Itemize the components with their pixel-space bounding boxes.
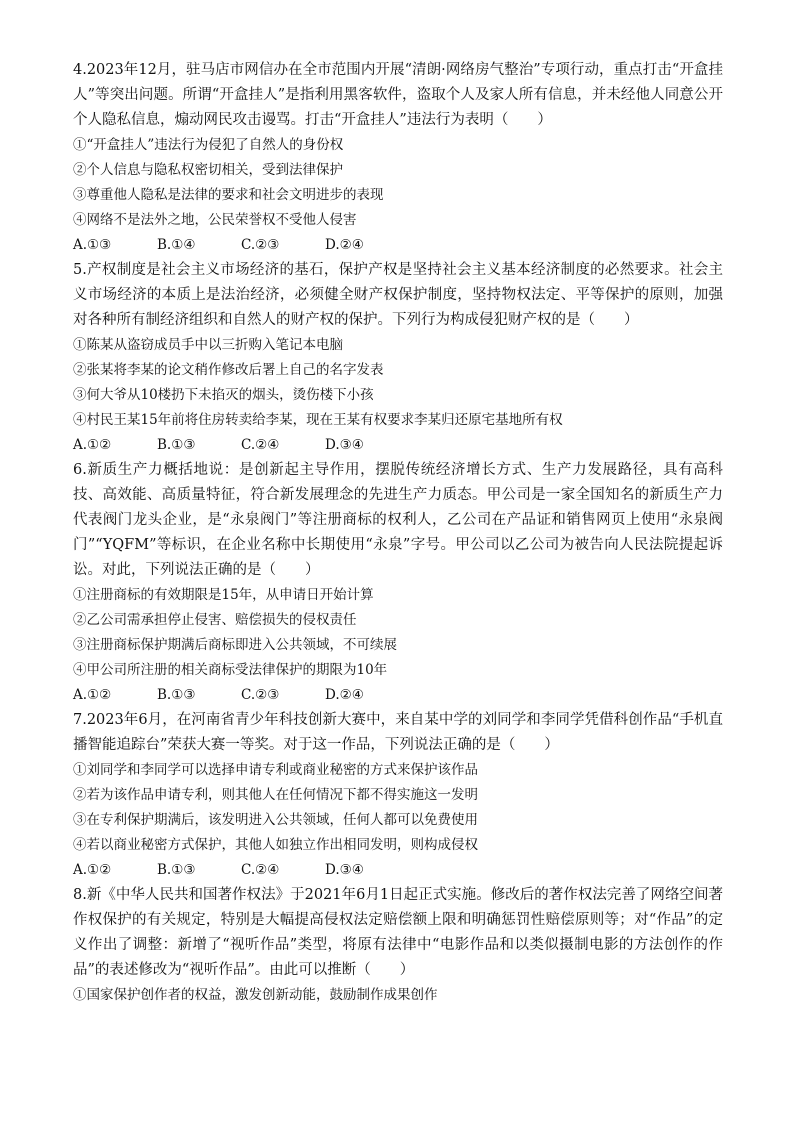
option-item: ②若为该作品申请专利，则其他人在任何情况下都不得实施这一发明 — [73, 787, 478, 803]
question-stem: 4.2023年12月，驻马店市网信办在全市范围内开展“清朗·网络房气整治”专项行动，重点打击“开盒挂人”等突出问题。所谓“开盒挂人”是指利用黑客软件，盗取个人及家人所有信息，并未经他人同意公开个人隐私信息，煽动网民攻击谩骂。打击“开盒挂人”违法行为表明（ ） — [73, 62, 723, 128]
choice-d: D.②④ — [325, 687, 364, 703]
option-item: ④若以商业秘密方式保护，其他人如独立作出相同发明，则构成侵权 — [73, 837, 478, 853]
choice-a: A.①② — [73, 862, 112, 878]
option-item: ①国家保护创作者的权益，激发创新动能，鼓励制作成果创作 — [73, 987, 438, 1003]
option-item: ②个人信息与隐私权密切相关，受到法律保护 — [73, 162, 343, 178]
option-item: ①“开盒挂人”违法行为侵犯了自然人的身份权 — [73, 137, 344, 153]
choice-d: D.②④ — [325, 237, 364, 253]
option-item: ②乙公司需承担停止侵害、赔偿损失的侵权责任 — [73, 612, 357, 628]
choice-d: D.③④ — [325, 437, 364, 453]
option-item: ③在专利保护期满后，该发明进入公共领域，任何人都可以免费使用 — [73, 812, 478, 828]
answer-choices — [73, 858, 723, 883]
choice-b: B.①③ — [157, 862, 196, 878]
option-item: ①刘同学和李同学可以选择申请专利或商业秘密的方式来保护该作品 — [73, 762, 478, 778]
question-stem: 6.新质生产力概括地说：是创新起主导作用，摆脱传统经济增长方式、生产力发展路径，具有高科技、高效能、高质量特征，符合新发展理念的先进生产力质态。甲公司是一家全国知名的新质生产力代表阀门龙头企业，是“永泉阀门”等注册商标的权利人，乙公司在产品证和销售网页上使用“永泉阀门”“YQFM”等标识，在企业名称中长期使用“永泉”字号。甲公司以乙公司为被告向人民法院提起诉讼。对此，下列说法正确的是（ ） — [73, 462, 723, 578]
question-8 — [73, 883, 723, 1008]
choice-c: C.②④ — [241, 437, 280, 453]
question-5 — [73, 258, 723, 458]
option-item: ③注册商标保护期满后商标即进入公共领域，不可续展 — [73, 637, 397, 653]
choice-a: A.①② — [73, 437, 112, 453]
choice-b: B.①③ — [157, 437, 196, 453]
choice-c: C.②④ — [241, 862, 280, 878]
question-stem: 8.新《中华人民共和国著作权法》于2021年6月1日起正式实施。修改后的著作权法完善了网络空间著作权保护的有关规定，特别是大幅提高侵权法定赔偿额上限和明确惩罚性赔偿原则等；对“作品”的定义作出了调整：新增了“视听作品”类型，将原有法律中“电影作品和以类似摄制电影的方法创作的作品”的表述修改为“视听作品”。由此可以推断（ ） — [73, 887, 723, 978]
option-item: ④网络不是法外之地，公民荣誉权不受他人侵害 — [73, 212, 357, 228]
answer-choices — [73, 233, 723, 258]
option-item: ②张某将李某的论文稍作修改后署上自己的名字发表 — [73, 362, 384, 378]
option-item: ③何大爷从10楼扔下未掐灭的烟头，烫伤楼下小孩 — [73, 387, 374, 403]
choice-a: A.①② — [73, 687, 112, 703]
choice-c: C.②③ — [241, 237, 280, 253]
question-7 — [73, 708, 723, 883]
option-item: ④村民王某15年前将住房转卖给李某，现在王某有权要求李某归还原宅基地所有权 — [73, 412, 563, 428]
question-4 — [73, 58, 723, 258]
option-item: ③尊重他人隐私是法律的要求和社会文明进步的表现 — [73, 187, 384, 203]
question-6 — [73, 458, 723, 708]
option-item: ①陈某从盗窃成员手中以三折购入笔记本电脑 — [73, 337, 343, 353]
choice-b: B.①④ — [157, 237, 196, 253]
question-stem: 7.2023年6月，在河南省青少年科技创新大赛中，来自某中学的刘同学和李同学凭借科创作品“手机直播智能追踪台”荣获大赛一等奖。对于这一作品，下列说法正确的是（ ） — [73, 712, 723, 753]
option-item: ④甲公司所注册的相关商标受法律保护的期限为10年 — [73, 662, 388, 678]
answer-choices — [73, 683, 723, 708]
option-item: ①注册商标的有效期限是15年，从申请日开始计算 — [73, 587, 374, 603]
choice-a: A.①③ — [73, 237, 112, 253]
choice-c: C.②③ — [241, 687, 280, 703]
choice-d: D.③④ — [325, 862, 364, 878]
answer-choices — [73, 433, 723, 458]
choice-b: B.①③ — [157, 687, 196, 703]
exam-page — [73, 58, 723, 1008]
question-stem: 5.产权制度是社会主义市场经济的基石，保护产权是坚持社会主义基本经济制度的必然要求。社会主义市场经济的本质上是法治经济，必须健全财产权保护制度，坚持物权法定、平等保护的原则，加强对各种所有制经济组织和自然人的财产权的保护。下列行为构成侵犯财产权的是（ ） — [73, 262, 723, 328]
